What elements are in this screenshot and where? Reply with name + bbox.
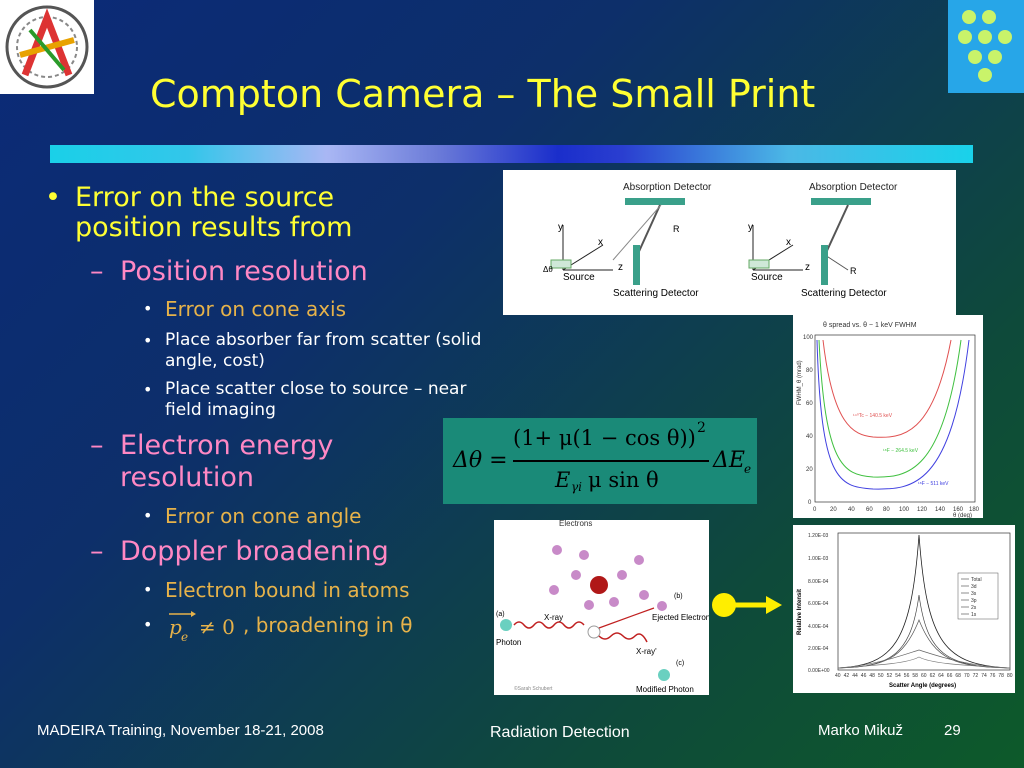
bullet-level3-absorber xyxy=(143,330,515,372)
bullet-text-absorber: Place absorber far from scatter (solid angle, cost) xyxy=(165,330,482,371)
doppler-ytick: 4.00E-04 xyxy=(808,624,829,630)
ra-label-right: R xyxy=(850,266,857,276)
photon-label: Photon xyxy=(496,638,522,647)
footer-event: MADEIRA Training, November 18-21, 2008 xyxy=(37,722,324,739)
dash-marker: – xyxy=(90,536,104,567)
bullet-text-electron-energy: Electron energy resolution xyxy=(120,430,334,493)
bullet-marker: • xyxy=(45,182,61,213)
doppler-ytick: 6.00E-04 xyxy=(808,601,829,607)
pe-subscript: e xyxy=(181,629,189,644)
fwhm-ytick: 40 xyxy=(806,434,813,440)
x-axis-left: x xyxy=(598,237,603,248)
formula-denominator-e: E xyxy=(555,468,571,492)
doppler-legend-item: 2s xyxy=(971,605,977,611)
arrow-to-plot xyxy=(710,590,785,620)
detector-geometry-figure xyxy=(503,170,956,315)
doppler-ytick: 1.00E-03 xyxy=(808,556,829,562)
absorption-label-right: Absorption Detector xyxy=(809,182,898,193)
bullet-text-error-source: Error on the source position results from xyxy=(75,182,353,243)
fwhm-ytick: 60 xyxy=(806,401,813,407)
bullet-marker: • xyxy=(143,580,153,599)
atom-credit: ©Sarah Schubert xyxy=(514,686,553,692)
pe-relation: ≠ 0 xyxy=(199,614,235,639)
fwhm-plot xyxy=(793,315,983,518)
scattering-label-right: Scattering Detector xyxy=(801,288,887,299)
doppler-ytick: 2.00E-04 xyxy=(808,646,829,652)
dtheta-label-left: Δθ xyxy=(543,265,553,274)
doppler-xtick: 68 xyxy=(955,673,961,679)
bullet-marker: • xyxy=(143,506,153,525)
bullet-marker: • xyxy=(143,299,153,318)
ra-label-left: R xyxy=(673,224,680,234)
doppler-xtick: 78 xyxy=(998,673,1004,679)
fwhm-xtick: 60 xyxy=(866,507,873,513)
fwhm-xtick: 40 xyxy=(848,507,855,513)
delta-theta-formula xyxy=(443,418,757,504)
label-b: (b) xyxy=(674,593,683,600)
footer-author: Marko Mikuž xyxy=(818,722,904,739)
doppler-ytick: 0.00E+00 xyxy=(808,668,830,674)
fwhm-xtick: 140 xyxy=(935,507,946,513)
fwhm-xtick: 160 xyxy=(953,507,964,513)
x-axis-right: x xyxy=(786,237,791,248)
bullet-level2-doppler xyxy=(90,536,460,568)
fwhm-xtick: 80 xyxy=(883,507,890,513)
bullet-level3-pe xyxy=(143,613,485,644)
bullet-marker: • xyxy=(143,380,153,399)
doppler-ylabel: Relative Intensit xyxy=(797,588,803,635)
doppler-xtick: 64 xyxy=(938,673,944,679)
doppler-legend-item: Total xyxy=(971,577,982,583)
fwhm-curve-label: ¹⁸F − 264.5 keV xyxy=(883,448,919,454)
fwhm-ytick: 20 xyxy=(806,467,813,473)
bullet-text-cone-axis: Error on cone axis xyxy=(165,297,347,321)
doppler-xtick: 58 xyxy=(912,673,918,679)
fwhm-xtick: 0 xyxy=(813,507,817,513)
bullet-level3-cone-angle xyxy=(143,504,465,528)
pe-formula xyxy=(165,614,243,644)
bullet-level1 xyxy=(45,182,435,243)
doppler-xtick: 48 xyxy=(869,673,875,679)
fwhm-ytick: 0 xyxy=(808,500,812,506)
electrons-label: Electrons xyxy=(559,520,593,528)
page-number: 29 xyxy=(944,722,961,739)
modified-label: Modified Photon xyxy=(636,685,694,694)
bullet-marker: • xyxy=(143,331,153,350)
doppler-xtick: 54 xyxy=(895,673,901,679)
fwhm-ylabel: FWHM_θ (mrad) xyxy=(797,360,803,405)
bullet-level3-bound xyxy=(143,578,495,602)
doppler-legend-item: 3d xyxy=(971,584,977,590)
doppler-ytick: 8.00E-04 xyxy=(808,579,829,585)
fwhm-ytick: 100 xyxy=(803,335,814,341)
xray2-label: X-ray' xyxy=(636,647,657,656)
scattering-label-left: Scattering Detector xyxy=(613,288,699,299)
doppler-xtick: 70 xyxy=(964,673,970,679)
bullet-text-doppler: Doppler broadening xyxy=(120,536,389,567)
ejected-label: Ejected Electron xyxy=(652,613,709,622)
madeira-logo xyxy=(0,0,94,94)
doppler-xtick: 72 xyxy=(972,673,979,679)
bullet-text-cone-angle: Error on cone angle xyxy=(165,504,362,528)
fwhm-curve-label: ¹⁴⁰Tc − 140.5 keV xyxy=(853,413,893,419)
fwhm-xtick: 120 xyxy=(917,507,928,513)
source-label-left: Source xyxy=(563,272,595,283)
doppler-legend-item: 3p xyxy=(971,598,977,604)
y-axis-left: y xyxy=(558,222,563,233)
formula-rhs-sub: e xyxy=(744,462,752,476)
doppler-xtick: 50 xyxy=(878,673,884,679)
xray-label: X-ray xyxy=(544,613,564,622)
y-axis-right: y xyxy=(748,222,753,233)
z-axis-right: z xyxy=(805,262,810,273)
doppler-xtick: 56 xyxy=(903,673,910,679)
bullet-text-scatter: Place scatter close to source – near field imaging xyxy=(165,379,467,420)
doppler-ytick: 1.20E-03 xyxy=(808,533,829,539)
compton-atom-figure xyxy=(494,520,709,695)
fwhm-plot-title: θ spread vs. θ − 1 keV FWHM xyxy=(823,322,917,329)
doppler-xtick: 60 xyxy=(921,673,927,679)
fwhm-curve-label: ¹⁸F − 511 keV xyxy=(918,481,949,487)
footer-topic: Radiation Detection xyxy=(490,724,630,741)
doppler-legend-item: 1s xyxy=(971,612,977,618)
slide-title: Compton Camera – The Small Print xyxy=(150,72,816,116)
dash-marker: – xyxy=(90,430,104,461)
z-axis-left: z xyxy=(618,262,623,273)
label-c: (c) xyxy=(676,660,685,667)
doppler-xtick: 42 xyxy=(843,673,850,679)
formula-lhs: Δθ = xyxy=(453,448,508,473)
doppler-xtick: 76 xyxy=(989,673,996,679)
fwhm-xtick: 20 xyxy=(830,507,837,513)
formula-exponent: 2 xyxy=(697,420,706,436)
bullet-level3-cone-axis xyxy=(143,297,465,321)
doppler-xtick-group xyxy=(835,673,1013,679)
bullet-text-broadening: , broadening in θ xyxy=(243,613,413,637)
bullet-text-position-resolution: Position resolution xyxy=(120,256,368,287)
doppler-xtick: 66 xyxy=(946,673,953,679)
formula-denominator-rest: μ sin θ xyxy=(588,468,659,492)
fwhm-xtick: 100 xyxy=(899,507,910,513)
doppler-broadening-plot xyxy=(793,525,1015,693)
bullet-level2-electron xyxy=(90,430,400,494)
doppler-xtick: 52 xyxy=(886,673,893,679)
doppler-xtick: 62 xyxy=(929,673,936,679)
label-a: (a) xyxy=(496,611,505,618)
fraction-line xyxy=(513,460,709,462)
bullet-marker: • xyxy=(143,615,153,634)
bullet-text-bound-atoms: Electron bound in atoms xyxy=(165,578,410,602)
bullet-level2-position xyxy=(90,256,440,288)
title-divider-bar xyxy=(50,145,973,163)
doppler-xtick: 44 xyxy=(852,673,858,679)
fwhm-xlabel: θ (deg) xyxy=(953,513,973,518)
doppler-xtick: 74 xyxy=(981,673,987,679)
formula-numerator: (1+ μ(1 − cos θ)) xyxy=(513,426,696,450)
absorption-label-left: Absorption Detector xyxy=(623,182,712,193)
source-label-right: Source xyxy=(751,272,783,283)
doppler-xlabel: Scatter Angle (degrees) xyxy=(889,683,957,689)
doppler-xtick: 80 xyxy=(1007,673,1013,679)
doppler-xtick: 40 xyxy=(835,673,841,679)
pe-symbol: p xyxy=(169,614,182,639)
fwhm-ytick: 80 xyxy=(806,368,813,374)
dash-marker: – xyxy=(90,256,104,287)
dots-logo xyxy=(948,0,1024,93)
doppler-xtick: 46 xyxy=(860,673,867,679)
doppler-legend-item: 3s xyxy=(971,591,977,597)
fwhm-xtick: 180 xyxy=(969,507,980,513)
formula-denominator-sub: γi xyxy=(571,480,583,494)
formula-rhs: ΔE xyxy=(713,448,745,473)
bullet-level3-scatter xyxy=(143,379,495,421)
